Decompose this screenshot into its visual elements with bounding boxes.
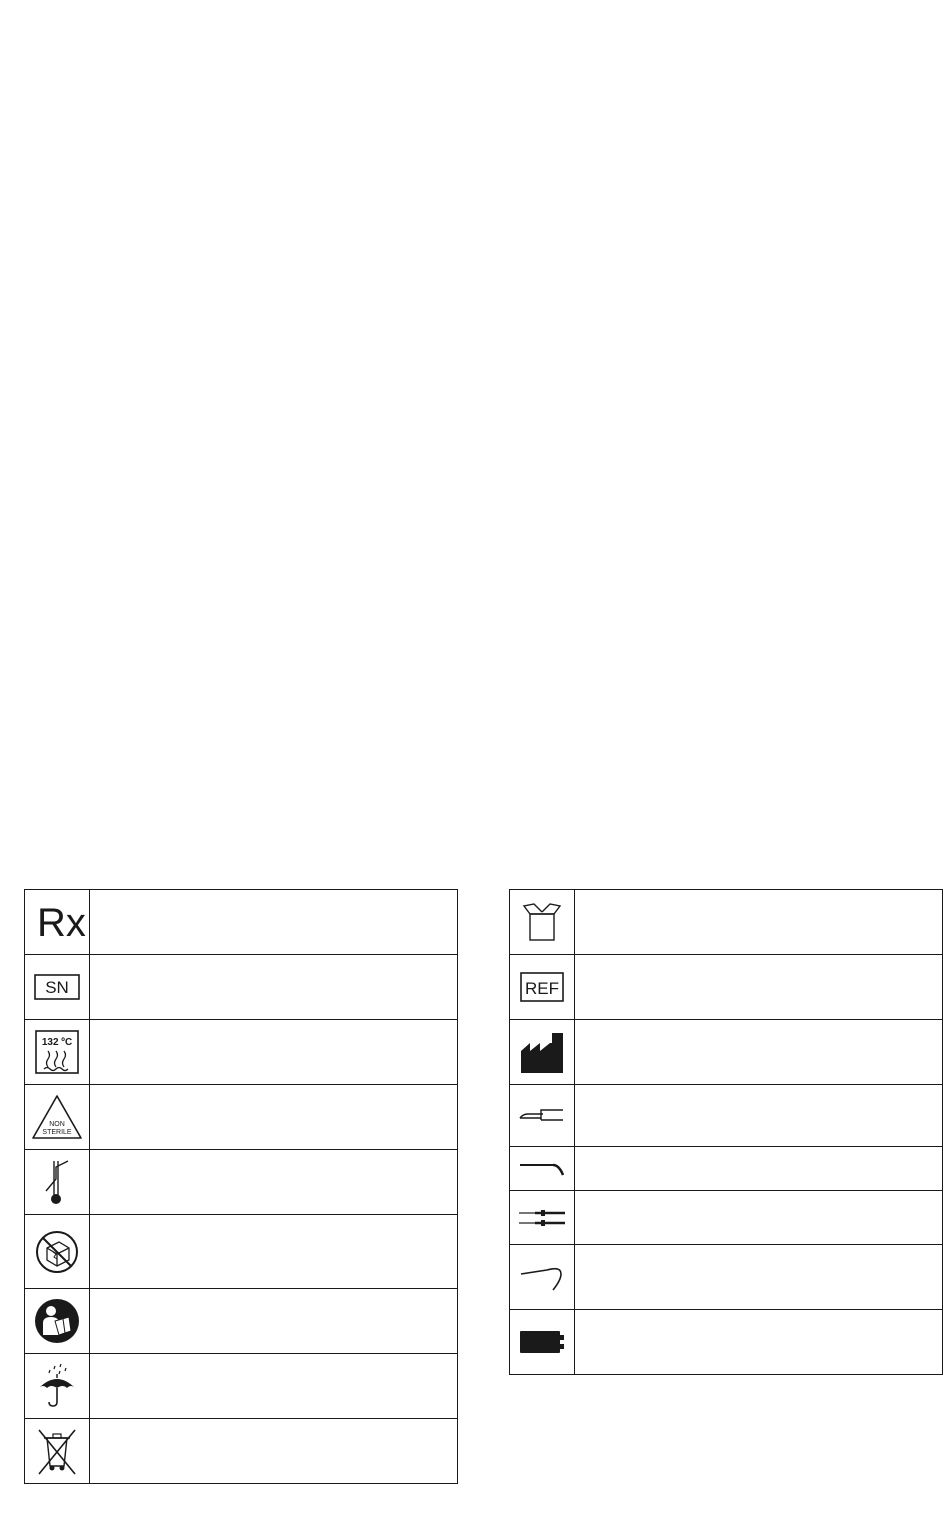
do-not-use-if-damaged-icon (25, 1228, 89, 1276)
symbol-description (90, 1354, 458, 1419)
icon-cell (25, 1215, 90, 1289)
curved-wire-icon (510, 1260, 574, 1294)
symbol-description (575, 1191, 943, 1245)
icon-cell (25, 955, 90, 1020)
prescription-rx-icon (25, 898, 89, 946)
symbol-description (90, 1150, 458, 1215)
rx-text: Rx (37, 901, 86, 945)
table-row (510, 1085, 943, 1147)
weee-crossed-bin-icon (25, 1426, 89, 1476)
manufacturer-icon (510, 1029, 574, 1075)
keep-dry-icon (25, 1362, 89, 1410)
icon-cell (510, 1147, 575, 1191)
symbol-description (575, 890, 943, 955)
table-row (25, 1150, 458, 1215)
temp-label: 132 ºC (41, 1037, 73, 1048)
table-row (25, 1289, 458, 1354)
symbol-description (575, 1147, 943, 1191)
table-row (510, 1147, 943, 1191)
table-row (25, 1419, 458, 1484)
table-row (510, 955, 943, 1020)
table-row (25, 955, 458, 1020)
table-row (25, 890, 458, 955)
icon-cell (510, 1020, 575, 1085)
icon-cell (510, 1310, 575, 1375)
open-package-icon (510, 898, 574, 946)
symbol-description (575, 955, 943, 1020)
symbol-description (90, 955, 458, 1020)
table-row (510, 1245, 943, 1310)
icon-cell (25, 1085, 90, 1150)
read-instructions-icon (25, 1297, 89, 1345)
symbol-description (90, 1215, 458, 1289)
symbol-description (90, 890, 458, 955)
table-row (510, 890, 943, 955)
table-row (25, 1354, 458, 1419)
symbol-description (575, 1310, 943, 1375)
symbol-description (90, 1289, 458, 1354)
ref-label: REF (525, 979, 559, 998)
table-row (510, 1191, 943, 1245)
icon-cell (510, 1191, 575, 1245)
table-row (510, 1310, 943, 1375)
icon-cell (25, 1150, 90, 1215)
icon-cell (25, 1289, 90, 1354)
symbol-description (90, 1419, 458, 1484)
icon-cell (25, 1419, 90, 1484)
symbol-description (575, 1245, 943, 1310)
table-row (25, 1020, 458, 1085)
table-row (510, 1020, 943, 1085)
icon-cell (25, 1020, 90, 1085)
icon-cell (510, 1085, 575, 1147)
autoclave-132c-icon (25, 1029, 89, 1075)
handpiece-fork-icon (510, 1104, 574, 1128)
symbol-description (575, 1085, 943, 1147)
catalog-reference-icon (510, 970, 574, 1004)
icon-cell (510, 890, 575, 955)
table-row (25, 1215, 458, 1289)
icon-cell (510, 955, 575, 1020)
table-row (25, 1085, 458, 1150)
symbol-description (575, 1020, 943, 1085)
non-label: NON (49, 1121, 65, 1128)
symbol-description (90, 1085, 458, 1150)
non-sterile-icon (25, 1093, 89, 1141)
symbol-description (90, 1020, 458, 1085)
sn-label: SN (45, 978, 69, 997)
icon-cell (25, 1354, 90, 1419)
temperature-limit-icon (25, 1157, 89, 1207)
symbol-table-left (24, 889, 458, 1484)
serial-number-icon (25, 972, 89, 1002)
icon-cell (510, 1245, 575, 1310)
sterile-label: STERILE (42, 1129, 72, 1136)
icon-cell (25, 890, 90, 955)
dual-probe-icon (510, 1206, 574, 1230)
symbol-table-right (509, 889, 943, 1375)
battery-icon (510, 1327, 574, 1357)
bent-probe-icon (510, 1159, 574, 1179)
